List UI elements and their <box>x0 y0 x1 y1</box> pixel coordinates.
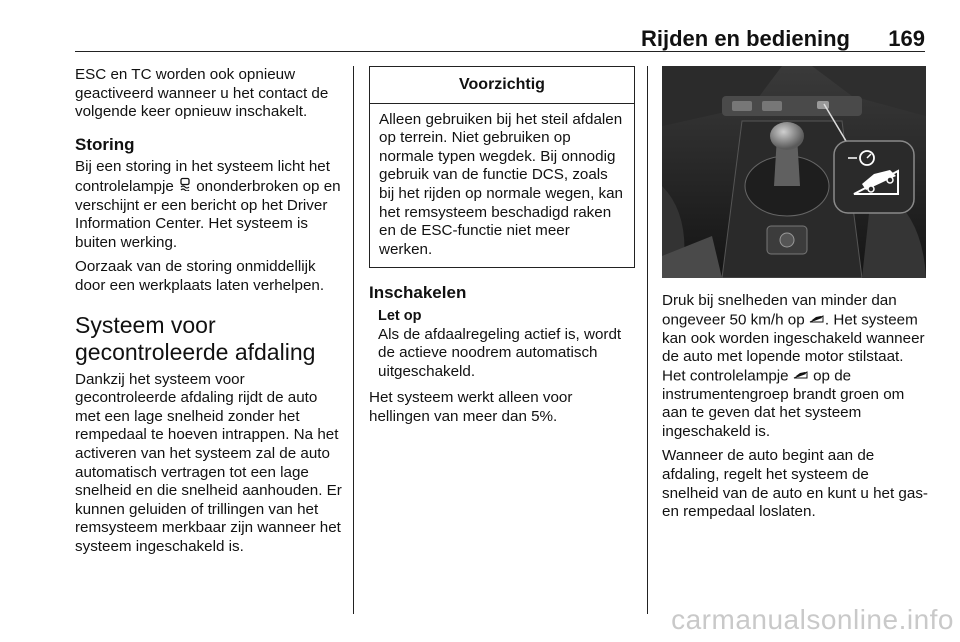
storing-heading: Storing <box>75 134 135 154</box>
descent-control-icon <box>809 311 825 330</box>
descent-control-indicator-icon <box>793 367 809 386</box>
inschakelen-heading: Inschakelen <box>369 283 467 303</box>
column-2 <box>369 66 635 433</box>
section-heading: Systeem voor gecontroleerde afdaling <box>75 311 316 365</box>
column-divider-2 <box>647 66 648 614</box>
column-divider-1 <box>353 66 354 614</box>
section-paragraph-1: Dankzij het systeem voor gecontroleerde afdaling rijdt de auto met een lage snelheid zonder het rempedaal te hoeven intrappen. Na het activeren van het systeem zal de auto automatisch vertragen tot een lage snelheid en die snelheid aanhouden. Er kunnen geluiden of trillingen van het remsysteem merkbaar zijn wanneer het systeem ingeschakeld is. <box>75 370 342 555</box>
traction-control-warning-icon <box>178 177 192 197</box>
center-console-photo <box>662 66 926 278</box>
column-1 <box>75 66 343 562</box>
note-label: Let op <box>378 307 422 324</box>
storing-paragraph-2: Oorzaak van de storing onmiddellijk door een werkplaats laten verhelpen. <box>75 258 325 294</box>
inschakelen-paragraph: Het systeem werkt alleen voor hellingen van meer dan 5%. <box>369 389 573 425</box>
center-console-illustration <box>662 66 926 278</box>
header-rule <box>75 51 925 52</box>
inschakelen-paragraph-2: Druk bij snelheden van minder dan ongeveer 50 km/h op . Het systeem kan ook worden ingeschakeld wanneer de auto met lopende motor stilstaat. Het controlelampje op de instrumentengroep brandt groen om aan te geven dat het systeem ingeschakeld is. <box>662 292 925 440</box>
watermark: carmanualsonline.info <box>671 604 954 635</box>
caution-box <box>369 66 635 268</box>
header-title: Rijden en bediening <box>640 26 850 51</box>
column-3 <box>662 66 928 528</box>
caution-text: Alleen gebruiken bij het steil afdalen op terrein. Niet gebruiken op normale typen wegdek. Bij onnodig gebruik van de functie DCS, zoals bij het rijden op normale wegen, kan het remsysteem beschadigd raken en de ESC-functie niet meer werken. <box>379 110 623 258</box>
intro-paragraph: ESC en TC worden ook opnieuw geactiveerd wanneer u het contact de volgende keer opnieuw inschakelt. <box>75 66 329 121</box>
page-header <box>75 26 925 52</box>
afdaling-paragraph: Wanneer de auto begint aan de afdaling, regelt het systeem de snelheid van de auto en kunt u het gas- en rempedaal loslaten. <box>662 447 928 521</box>
storing-paragraph-1: Bij een storing in het systeem licht het controlelampje ononderbroken op en verschijnt er een bericht op het Driver Information Center. Het systeem is buiten werking. <box>75 158 341 251</box>
note-text: Als de afdaalregeling actief is, wordt de actieve noodrem automatisch uitgeschakeld. <box>378 325 622 380</box>
caution-title: Voorzichtig <box>370 67 634 104</box>
note-block <box>369 307 635 381</box>
page-number: 169 <box>888 26 925 51</box>
